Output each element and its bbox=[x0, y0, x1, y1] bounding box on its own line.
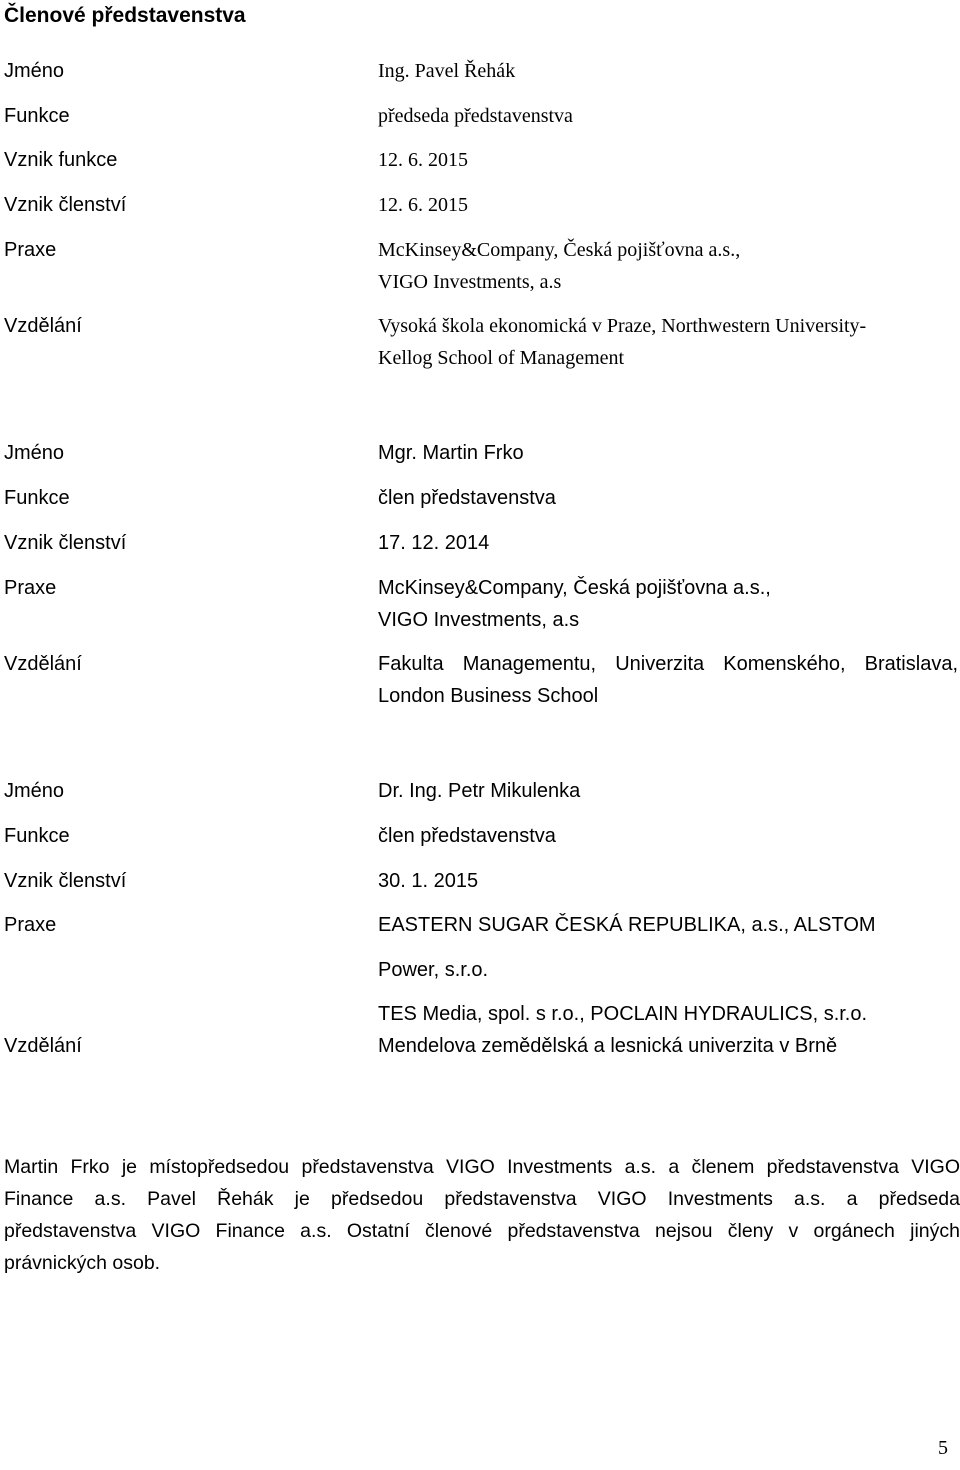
label-practice: Praxe bbox=[4, 914, 57, 936]
label-membership-since: Vznik členství bbox=[4, 194, 127, 216]
label-name: Jméno bbox=[4, 780, 65, 802]
member-education-line: London Business School bbox=[378, 685, 599, 707]
member-education-line: Fakulta Managementu, Univerzita Komenského, Bratislava, bbox=[378, 653, 958, 675]
member-education-line: Mendelova zemědělská a lesnická univerzita v Brně bbox=[378, 1035, 838, 1057]
label-education: Vzdělání bbox=[4, 315, 82, 337]
note-line: Martin Frko je místopředsedou představenstva VIGO Investments a.s. a členem představenstva VIGO bbox=[4, 1156, 960, 1178]
member-practice-line: VIGO Investments, a.s bbox=[378, 271, 562, 293]
member-name: Mgr. Martin Frko bbox=[378, 442, 524, 464]
label-education: Vzdělání bbox=[4, 653, 82, 675]
page-title: Členové představenstva bbox=[4, 4, 246, 27]
note-line: představenstva VIGO Finance a.s. Ostatní členové představenstva nejsou členy v orgánech jiných bbox=[4, 1220, 960, 1242]
label-education: Vzdělání bbox=[4, 1035, 82, 1057]
member-membership-since: 30. 1. 2015 bbox=[378, 870, 479, 892]
label-function: Funkce bbox=[4, 487, 70, 509]
member-education-line: Kellog School of Management bbox=[378, 347, 625, 369]
member-membership-since: 17. 12. 2014 bbox=[378, 532, 490, 554]
member-practice-line: TES Media, spol. s r.o., POCLAIN HYDRAULICS, s.r.o. bbox=[378, 1003, 868, 1025]
member-practice-line: McKinsey&Company, Česká pojišťovna a.s., bbox=[378, 577, 771, 599]
member-function: předseda představenstva bbox=[378, 105, 573, 127]
label-function: Funkce bbox=[4, 105, 70, 127]
label-function: Funkce bbox=[4, 825, 70, 847]
member-practice-line: Power, s.r.o. bbox=[378, 959, 489, 981]
member-practice-line: McKinsey&Company, Česká pojišťovna a.s., bbox=[378, 239, 741, 261]
label-name: Jméno bbox=[4, 60, 65, 82]
member-membership-since: 12. 6. 2015 bbox=[378, 194, 468, 216]
member-education-line: Vysoká škola ekonomická v Praze, Northwestern University- bbox=[378, 315, 867, 337]
member-name: Ing. Pavel Řehák bbox=[378, 60, 516, 82]
label-practice: Praxe bbox=[4, 239, 57, 261]
label-practice: Praxe bbox=[4, 577, 57, 599]
member-practice-line: EASTERN SUGAR ČESKÁ REPUBLIKA, a.s., ALSTOM bbox=[378, 914, 876, 936]
page-number: 5 bbox=[938, 1437, 948, 1459]
label-membership-since: Vznik členství bbox=[4, 870, 127, 892]
member-function: člen představenstva bbox=[378, 487, 556, 509]
member-practice-line: VIGO Investments, a.s bbox=[378, 609, 580, 631]
member-function-since: 12. 6. 2015 bbox=[378, 149, 468, 171]
member-name: Dr. Ing. Petr Mikulenka bbox=[378, 780, 581, 802]
note-line: Finance a.s. Pavel Řehák je předsedou představenstva VIGO Investments a.s. a předseda bbox=[4, 1188, 960, 1210]
member-function: člen představenstva bbox=[378, 825, 556, 847]
label-membership-since: Vznik členství bbox=[4, 532, 127, 554]
label-function-since: Vznik funkce bbox=[4, 149, 118, 171]
note-line: právnických osob. bbox=[4, 1252, 161, 1274]
label-name: Jméno bbox=[4, 442, 65, 464]
board-membership-note bbox=[4, 1151, 960, 1279]
